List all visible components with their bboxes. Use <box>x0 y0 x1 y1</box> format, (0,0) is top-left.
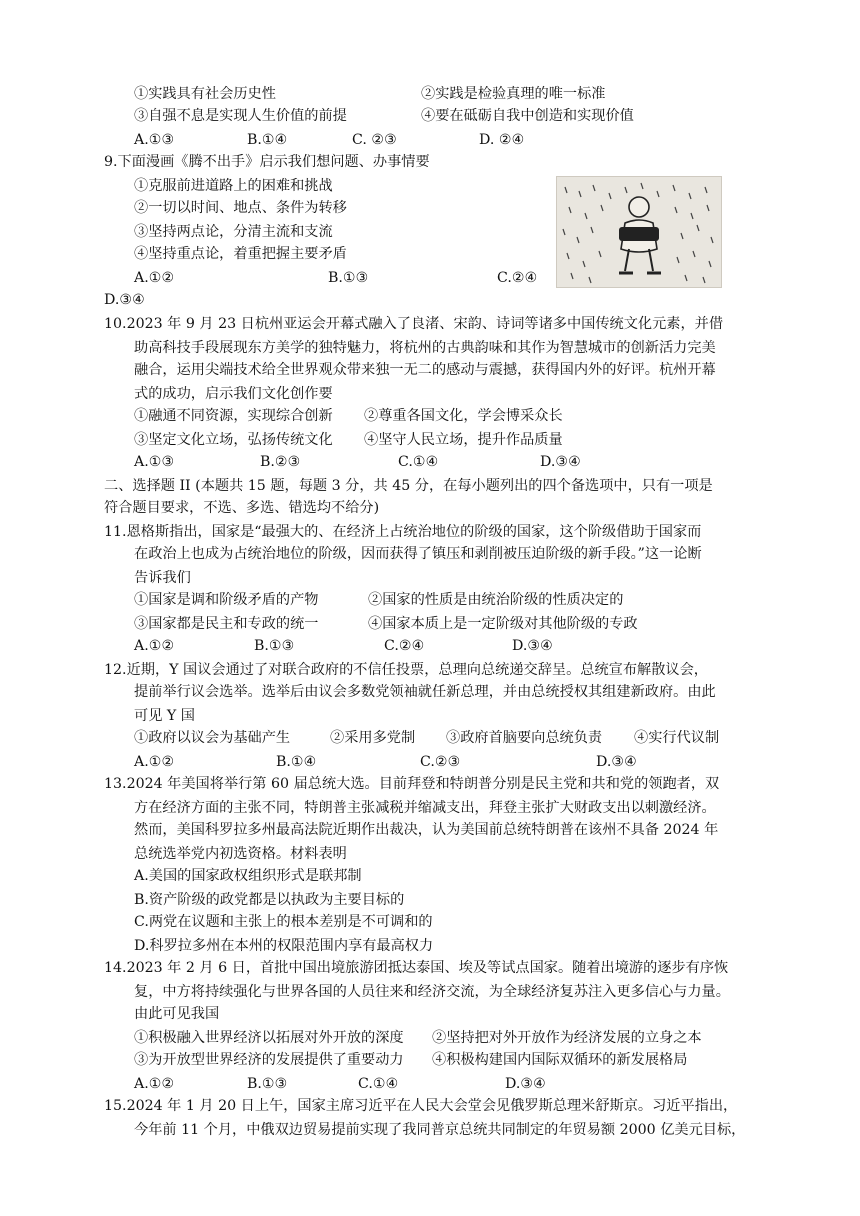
q9-option-3: ③坚持两点论，分清主流和支流 <box>134 224 333 240</box>
q13-stem-line-1: 13.2024 年美国将举行第 60 届总统大选。目前拜登和特朗普分别是民主党和共和党的领跑者，双 <box>104 776 720 792</box>
q14-choice-d: D.③④ <box>505 1076 546 1092</box>
q8-choice-a: A.①③ <box>134 132 175 148</box>
q14-stem-line-1: 14.2023 年 2 月 6 日，首批中国出境旅游团抵达泰国、埃及等试点国家。随着出境游的逐步有序恢 <box>104 960 729 976</box>
q10-option-4: ④坚守人民立场，提升作品质量 <box>364 432 563 448</box>
q10-option-2: ②尊重各国文化，学会博采众长 <box>364 408 563 424</box>
q15-stem-line-2: 今年前 11 个月，中俄双边贸易提前实现了我同普京总统共同制定的年贸易额 2000 亿美元目标， <box>134 1122 746 1138</box>
q13-choice-d: D.科罗拉多州在本州的权限范围内享有最高权力 <box>134 938 434 954</box>
q12-option-3: ③政府首脑要向总统负责 <box>446 730 603 746</box>
q8-option-3: ③自强不息是实现人生价值的前提 <box>134 108 347 124</box>
q8-option-2: ②实践是检验真理的唯一标准 <box>421 86 606 102</box>
q11-stem-line-2: 在政治上也成为占统治地位的阶级，因而获得了镇压和剥削被压迫阶级的新手段。”这一论断 <box>134 546 702 562</box>
section-heading-line-2: 符合题目要求，不选、多选、错选均不给分) <box>104 500 380 516</box>
q11-stem-line-3: 告诉我们 <box>134 570 191 586</box>
q10-choice-d: D.③④ <box>540 454 581 470</box>
q12-option-4: ④实行代议制 <box>634 730 720 746</box>
q14-choice-c: C.①④ <box>358 1076 399 1092</box>
q9-choice-d: D.③④ <box>104 292 145 308</box>
q14-option-2: ②坚持把对外开放作为经济发展的立身之本 <box>432 1030 702 1046</box>
q13-stem-line-3: 然而，美国科罗拉多州最高法院近期作出裁决，认为美国前总统特朗普在该州不具备 2024 年 <box>134 822 719 838</box>
q14-choice-b: B.①③ <box>247 1076 288 1092</box>
q13-choice-a: A.美国的国家政权组织形式是联邦制 <box>134 868 362 884</box>
q11-option-2: ②国家的性质是由统治阶级的性质决定的 <box>368 592 624 608</box>
q9-option-1: ①克服前进道路上的困难和挑战 <box>134 178 333 194</box>
q13-stem-line-2: 方在经济方面的主张不同，特朗普主张减税并缩减支出，拜登主张扩大财政支出以刺激经济。 <box>134 800 716 816</box>
q15-stem-line-1: 15.2024 年 1 月 20 日上午，国家主席习近平在人民大会堂会见俄罗斯总理米舒斯京。习近平指出， <box>104 1098 738 1114</box>
q8-option-4: ④要在砥砺自我中创造和实现价值 <box>421 108 634 124</box>
q12-choice-d: D.③④ <box>596 754 637 770</box>
q11-choice-d: D.③④ <box>512 638 553 654</box>
q10-stem-line-3: 融合，运用尖端技术给全世界观众带来独一无二的感动与震撼，获得国内外的好评。杭州开幕 <box>134 362 716 378</box>
q13-choice-b: B.资产阶级的政党都是以执政为主要目标的 <box>134 892 405 908</box>
q10-choice-c: C.①④ <box>398 454 439 470</box>
cartoon-drawing <box>557 177 721 287</box>
q14-stem-line-2: 复，中方将持续强化与世界各国的人员往来和经济交流，为全球经济复苏注入更多信心与力量。 <box>134 984 730 1000</box>
q12-stem-line-1: 12.近期，Y 国议会通过了对联合政府的不信任投票，总理向总统递交辞呈。总统宣布解散议会， <box>104 662 708 678</box>
q8-choice-b: B.①④ <box>247 132 288 148</box>
q8-choice-d: D. ②④ <box>479 132 525 148</box>
q14-option-3: ③为开放型世界经济的发展提供了重要动力 <box>134 1052 404 1068</box>
q11-choice-c: C.②④ <box>384 638 425 654</box>
q11-option-1: ①国家是调和阶级矛盾的产物 <box>134 592 319 608</box>
q10-stem-line-4: 式的成功，启示我们文化创作要 <box>134 386 333 402</box>
q10-stem-line-2: 助高科技手段展现东方美学的独特魅力，将杭州的古典韵味和其作为智慧城市的创新活力完美 <box>134 340 716 356</box>
q10-stem-line-1: 10.2023 年 9 月 23 日杭州亚运会开幕式融入了良渚、宋韵、诗词等诸多中国传统文化元素，并借 <box>104 316 724 332</box>
q12-option-2: ②采用多党制 <box>330 730 416 746</box>
q11-choice-b: B.①③ <box>254 638 295 654</box>
q10-option-3: ③坚定文化立场，弘扬传统文化 <box>134 432 333 448</box>
q14-choice-a: A.①② <box>134 1076 175 1092</box>
q12-choice-c: C.②③ <box>420 754 461 770</box>
q14-option-1: ①积极融入世界经济以拓展对外开放的深度 <box>134 1030 404 1046</box>
q10-choice-b: B.②③ <box>260 454 301 470</box>
q9-choice-b: B.①③ <box>328 270 369 286</box>
q11-stem-line-1: 11.恩格斯指出，国家是“最强大的、在经济上占统治地位的阶级的国家，这个阶级借助于国家而 <box>104 524 702 540</box>
q12-option-1: ①政府以议会为基础产生 <box>134 730 291 746</box>
q11-choice-a: A.①② <box>134 638 175 654</box>
q9-choice-c: C.②④ <box>497 270 538 286</box>
q11-option-3: ③国家都是民主和专政的统一 <box>134 616 319 632</box>
q12-stem-line-3: 可见 Y 国 <box>134 708 195 724</box>
q10-choice-a: A.①③ <box>134 454 175 470</box>
q12-stem-line-2: 提前举行议会选举。选举后由议会多数党领袖就任新总理，并由总统授权其组建新政府。由此 <box>134 684 716 700</box>
q13-choice-c: C.两党在议题和主张上的根本差别是不可调和的 <box>134 914 433 930</box>
q9-choice-a: A.①② <box>134 270 175 286</box>
q9-stem: 9.下面漫画《腾不出手》启示我们想问题、办事情要 <box>104 154 430 170</box>
q9-option-4: ④坚持重点论，着重把握主要矛盾 <box>134 246 347 262</box>
q11-option-4: ④国家本质上是一定阶级对其他阶级的专政 <box>368 616 638 632</box>
q8-option-1: ①实践具有社会历史性 <box>134 86 276 102</box>
q12-choice-b: B.①④ <box>276 754 317 770</box>
q12-choice-a: A.①② <box>134 754 175 770</box>
q14-stem-line-3: 由此可见我国 <box>134 1006 220 1022</box>
q8-choice-c: C. ②③ <box>352 132 397 148</box>
cartoon-image <box>556 176 722 288</box>
section-heading-line-1: 二、选择题 II (本题共 15 题，每题 3 分，共 45 分，在每小题列出的四个备选项中，只有一项是 <box>104 478 713 494</box>
q9-option-2: ②一切以时间、地点、条件为转移 <box>134 200 347 216</box>
q10-option-1: ①融通不同资源，实现综合创新 <box>134 408 333 424</box>
q13-stem-line-4: 总统选举党内初选资格。材料表明 <box>134 846 347 862</box>
q14-option-4: ④积极构建国内国际双循环的新发展格局 <box>432 1052 688 1068</box>
